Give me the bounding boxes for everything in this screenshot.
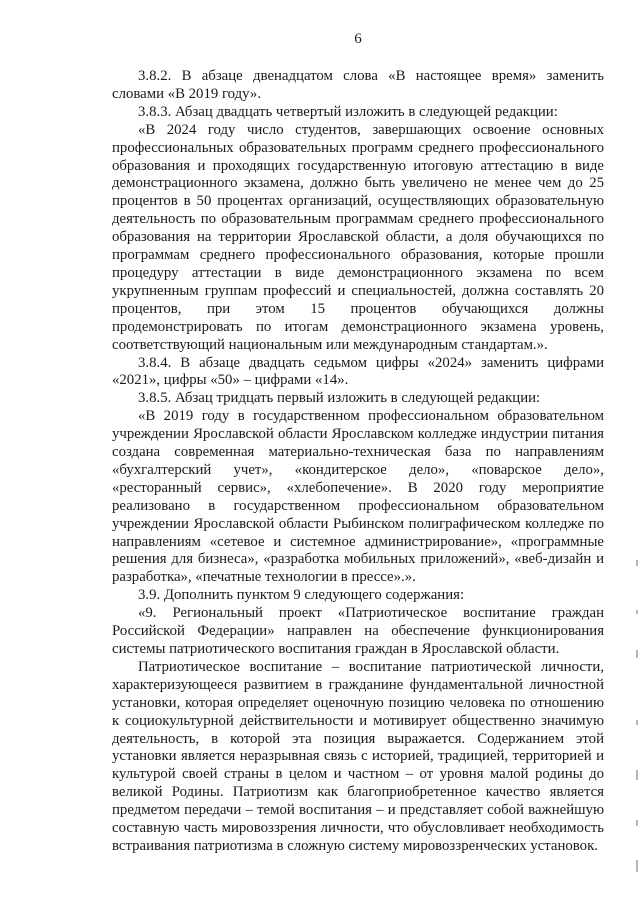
paragraph-3-8-2: 3.8.2. В абзаце двенадцатом слова «В настоящее время» заменить словами «В 2019 году». <box>112 68 604 102</box>
page-number: 6 <box>354 31 362 47</box>
paragraph-3-8-4: 3.8.4. В абзаце двадцать седьмом цифры «2024» заменить цифрами «2021», цифры «50» – цифрами «14». <box>112 354 604 389</box>
scan-edge-marks <box>634 0 640 905</box>
paragraph-patriotic-education: Патриотическое воспитание – воспитание патриотической личности, характеризующееся развитием в гражданине фундаментальной личностной установки, которая определяет оценочную позицию человека по отношению к социокультурной действительности и мотивирует общественно значимую деятельность, в которой эта позиция выражается. Содержанием этой установки является неразрывная связь с историей, традицией, территорией и культурой своей страны в целом и частном – от уровня малой родины до великой Родины. Патриотизм как благоприобретенное качество является предметом передачи – темой воспитания – и представляет собой важнейшую составную часть мировоззрения личности, что обусловливает необходимость встраивания патриотизма в сложную систему мировоззренческих установок. <box>112 658 604 854</box>
paragraph-3-9: 3.9. Дополнить пунктом 9 следующего содержания: <box>138 587 465 604</box>
paragraph-quote-2019: «В 2019 году в государственном профессиональном образовательном учреждении Ярославской области Ярославском колледже индустрии питания создана современная материально-техническая база по направлениям «бухгалтерский учет», «кондитерское дело», «поварское дело», «ресторанный сервис», «хлебопечение». В 2020 году мероприятие реализовано в государственном профессиональном образовательном учреждении Ярославской области Рыбинском полиграфическом колледже по направлениям «сетевое и системное администрирование», «программные решения для бизнеса», «разработка мобильных приложений», «веб-дизайн и разработка», «печатные технологии в прессе».». <box>112 408 604 586</box>
paragraph-quote-2024: «В 2024 году число студентов, завершающих освоение основных профессиональных образовательных программ среднего профессионального образования и проходящих государственную итоговую аттестацию в виде демонстрационного экзамена, должно быть увеличено не менее чем до 25 процентов в 50 процентах организаций, осуществляющих образовательную деятельность по образовательным программам среднего профессионального образования на территории Ярославской области, а доля обучающихся по программам среднего профессионального образования, которые прошли процедуру аттестации в виде демонстрационного экзамена по всем укрупненным группам профессий и специальностей, должна составлять 20 процентов, при этом 15 процентов обучающихся должны продемонстрировать по итогам демонстрационного экзамена уровень, соответствующий национальным или международным стандартам.». <box>112 121 604 353</box>
paragraph-3-8-3: 3.8.3. Абзац двадцать четвертый изложить в следующей редакции: <box>138 103 558 120</box>
document-page <box>112 30 604 856</box>
paragraph-3-8-5: 3.8.5. Абзац тридцать первый изложить в следующей редакции: <box>138 390 541 407</box>
paragraph-project-9: «9. Региональный проект «Патриотическое воспитание граждан Российской Федерации» направлен на обеспечение функционирования системы патриотического воспитания граждан в Ярославской области. <box>112 605 604 657</box>
